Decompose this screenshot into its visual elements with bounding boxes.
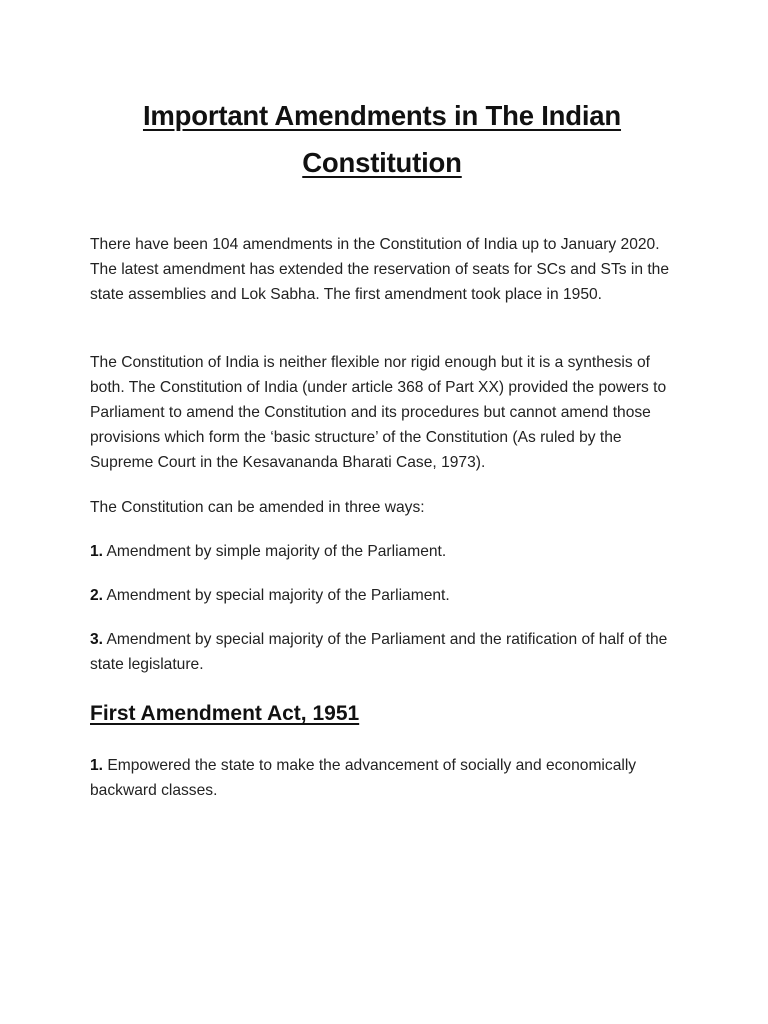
document-page — [90, 92, 680, 803]
ways-intro-paragraph: The Constitution can be amended in three ways: — [90, 499, 425, 516]
list-item — [90, 627, 680, 677]
list-item-text: Amendment by special majority of the Parliament. — [103, 587, 450, 604]
list-item — [90, 583, 680, 608]
list-item-number: 1. — [90, 757, 104, 774]
list-item-number: 3. — [90, 631, 104, 648]
list-item — [90, 539, 680, 564]
intro-paragraph: There have been 104 amendments in the Constitution of India up to January 2020. The latest amendment has extended the reservation of seats for SCs and STs in the state assemblies and Lok Sabha. The first amendment took place in 1950. — [90, 236, 670, 303]
section-heading: First Amendment Act, 1951 — [90, 702, 360, 725]
list-item-text: Empowered the state to make the advancement of socially and economically backward classes. — [90, 757, 637, 799]
list-item — [90, 753, 680, 803]
list-item-text: Amendment by simple majority of the Parliament. — [103, 543, 447, 560]
list-item-number: 2. — [90, 587, 104, 604]
synthesis-paragraph: The Constitution of India is neither flexible nor rigid enough but it is a synthesis of both. The Constitution of India (under article 368 of Part XX) provided the powers to Parliament to amend the Constitution and its procedures but cannot amend those provisions which form the ‘basic structure’ of the Constitution (As ruled by the Supreme Court in the Kesavananda Bharati Case, 1973). — [90, 354, 667, 471]
page-title: Important Amendments in The Indian Constitution — [142, 100, 622, 178]
list-item-text: Amendment by special majority of the Parliament and the ratification of half of the state legislature. — [90, 631, 668, 673]
list-item-number: 1. — [90, 543, 104, 560]
